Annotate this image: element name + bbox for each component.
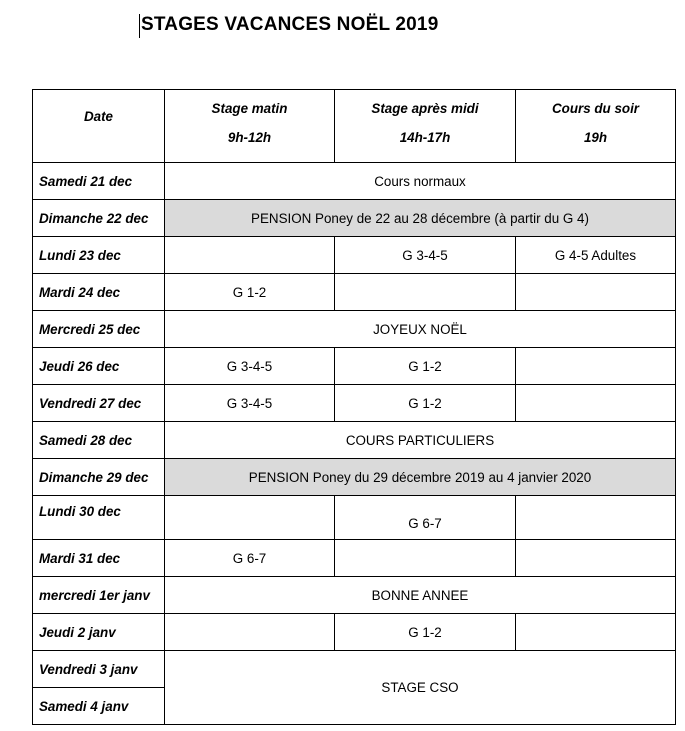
table-row <box>33 496 676 540</box>
day-cell: Vendredi 27 dec <box>33 385 165 422</box>
apres-cell: G 1-2 <box>335 385 516 422</box>
table-row <box>33 651 676 688</box>
apres-cell <box>335 540 516 577</box>
header-soir-time: 19h <box>583 130 608 145</box>
table-row <box>33 348 676 385</box>
page-title: STAGES VACANCES NOËL 2019 <box>141 14 439 35</box>
table-row <box>33 577 676 614</box>
merged-cell: BONNE ANNEE <box>165 577 676 614</box>
day-cell: Vendredi 3 janv <box>33 651 165 688</box>
soir-cell <box>516 274 676 311</box>
day-cell: Jeudi 2 janv <box>33 614 165 651</box>
soir-cell: G 4-5 Adultes <box>516 237 676 274</box>
day-cell: mercredi 1er janv <box>33 577 165 614</box>
matin-cell: G 6-7 <box>165 540 335 577</box>
table-row <box>33 459 676 496</box>
matin-cell: G 3-4-5 <box>165 385 335 422</box>
header-stage-matin <box>165 90 335 163</box>
day-cell: Lundi 23 dec <box>33 237 165 274</box>
matin-cell <box>165 237 335 274</box>
day-cell: Dimanche 29 dec <box>33 459 165 496</box>
header-apres-time: 14h-17h <box>399 130 451 145</box>
matin-cell: G 1-2 <box>165 274 335 311</box>
table-row <box>33 385 676 422</box>
day-cell: Samedi 28 dec <box>33 422 165 459</box>
soir-cell <box>516 496 676 540</box>
header-matin-label: Stage matin <box>211 101 288 116</box>
day-cell: Mardi 24 dec <box>33 274 165 311</box>
merged-cell-shaded: PENSION Poney du 29 décembre 2019 au 4 janvier 2020 <box>165 459 676 496</box>
text-cursor <box>139 14 140 38</box>
day-cell: Samedi 21 dec <box>33 163 165 200</box>
header-date: Date <box>33 90 165 163</box>
apres-cell <box>335 274 516 311</box>
table-row <box>33 614 676 651</box>
day-cell: Lundi 30 dec <box>33 496 165 540</box>
day-cell: Mercredi 25 dec <box>33 311 165 348</box>
table-row <box>33 311 676 348</box>
soir-cell <box>516 614 676 651</box>
day-cell: Dimanche 22 dec <box>33 200 165 237</box>
header-soir-label: Cours du soir <box>551 101 640 116</box>
merged-cell: JOYEUX NOËL <box>165 311 676 348</box>
table-row <box>33 274 676 311</box>
header-row <box>33 90 676 163</box>
apres-cell: G 1-2 <box>335 348 516 385</box>
table-row <box>33 200 676 237</box>
soir-cell <box>516 385 676 422</box>
apres-cell: G 1-2 <box>335 614 516 651</box>
matin-cell <box>165 614 335 651</box>
day-cell: Mardi 31 dec <box>33 540 165 577</box>
table-row <box>33 540 676 577</box>
header-stage-apres-midi <box>335 90 516 163</box>
matin-cell <box>165 496 335 540</box>
header-apres-label: Stage après midi <box>371 101 479 116</box>
soir-cell <box>516 540 676 577</box>
merged-cell: Cours normaux <box>165 163 676 200</box>
table-row <box>33 422 676 459</box>
header-matin-time: 9h-12h <box>227 130 272 145</box>
merged-cell-shaded: PENSION Poney de 22 au 28 décembre (à partir du G 4) <box>165 200 676 237</box>
schedule-table <box>32 89 676 725</box>
apres-cell: G 6-7 <box>335 496 516 540</box>
header-cours-soir <box>516 90 676 163</box>
merged-cell: STAGE CSO <box>165 651 676 725</box>
matin-cell: G 3-4-5 <box>165 348 335 385</box>
apres-cell: G 3-4-5 <box>335 237 516 274</box>
day-cell: Samedi 4 janv <box>33 688 165 725</box>
soir-cell <box>516 348 676 385</box>
table-row <box>33 163 676 200</box>
day-cell: Jeudi 26 dec <box>33 348 165 385</box>
table-row <box>33 237 676 274</box>
merged-cell: COURS PARTICULIERS <box>165 422 676 459</box>
